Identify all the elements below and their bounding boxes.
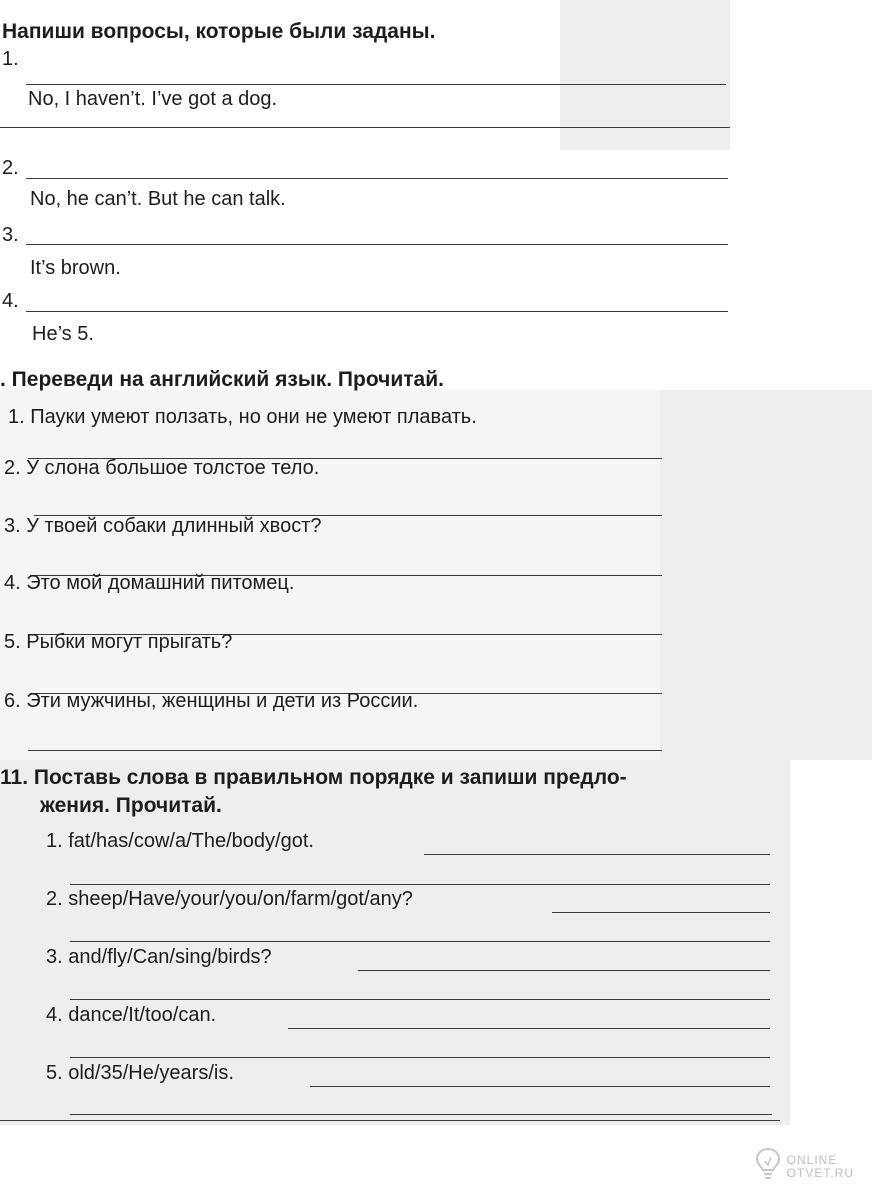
s3-item5: 5. old/35/He/years/is. [46,1062,234,1084]
s2-item6-write-line[interactable] [28,750,662,751]
s1-item2-answer: No, he can’t. But he can talk. [30,188,286,210]
s1-item4-answer: He’s 5. [32,323,94,345]
s2-item3: 3. У твоей собаки длинный хвост? [4,515,322,537]
section1-heading: Напиши вопросы, которые были заданы. [2,20,436,43]
s3-item4-write-line[interactable] [70,1057,770,1058]
page-bottom-rule [0,1120,780,1121]
s1-item3-num: 3. [2,224,19,246]
s2-item6: 6. Эти мужчины, женщины и дети из России. [4,690,419,712]
s1-item1-write-line[interactable] [26,84,726,85]
s1-item4-write-line[interactable] [26,311,728,312]
watermark [755,1147,854,1186]
s3-item5-write-line[interactable] [70,1114,772,1115]
section3-heading-line2: жения. Прочитай. [40,794,222,817]
s1-item3-answer: It’s brown. [30,257,121,279]
watermark-line2: OTVET.RU [786,1165,854,1180]
lightbulb-icon [755,1147,781,1186]
s3-item3-write-line[interactable] [70,999,770,1000]
s3-item2-write-line-inline[interactable] [552,912,770,913]
section2-heading: . Переведи на английский язык. Прочитай. [0,368,444,391]
s2-item5: 5. Рыбки могут прыгать? [4,631,233,653]
s1-item1-answer: No, I haven’t. I’ve got a dog. [28,88,278,110]
scan-bleed-right-lower [660,390,872,760]
s1-item4-num: 4. [2,290,19,312]
s3-item5-write-line-inline[interactable] [310,1086,770,1087]
section3-heading-line1: 11. Поставь слова в правильном порядке и запиши предло- [0,766,627,789]
s3-item1-write-line-inline[interactable] [424,854,770,855]
s3-item3-write-line-inline[interactable] [358,970,770,971]
s2-item4: 4. Это мой домашний питомец. [4,572,295,594]
s1-item2-num: 2. [2,157,19,179]
s3-item3: 3. and/fly/Can/sing/birds? [46,946,272,968]
s3-item1-write-line[interactable] [70,884,770,885]
s1-item1-write-line-2[interactable] [0,127,730,128]
s3-item4: 4. dance/It/too/can. [46,1004,217,1026]
s2-item2: 2. У слона большое толстое тело. [4,457,320,479]
s2-item1: 1. Пауки умеют ползать, но они не умеют плавать. [8,406,477,428]
s1-item3-write-line[interactable] [26,244,728,245]
watermark-line1: ONLINE [786,1152,838,1167]
s1-item2-write-line[interactable] [26,178,728,179]
s3-item1: 1. fat/has/cow/a/The/body/got. [46,830,314,852]
s3-item2-write-line[interactable] [70,941,770,942]
s3-item2: 2. sheep/Have/your/you/on/farm/got/any? [46,888,413,910]
s3-item4-write-line-inline[interactable] [288,1028,770,1029]
s1-item1-num: 1. [2,48,19,70]
